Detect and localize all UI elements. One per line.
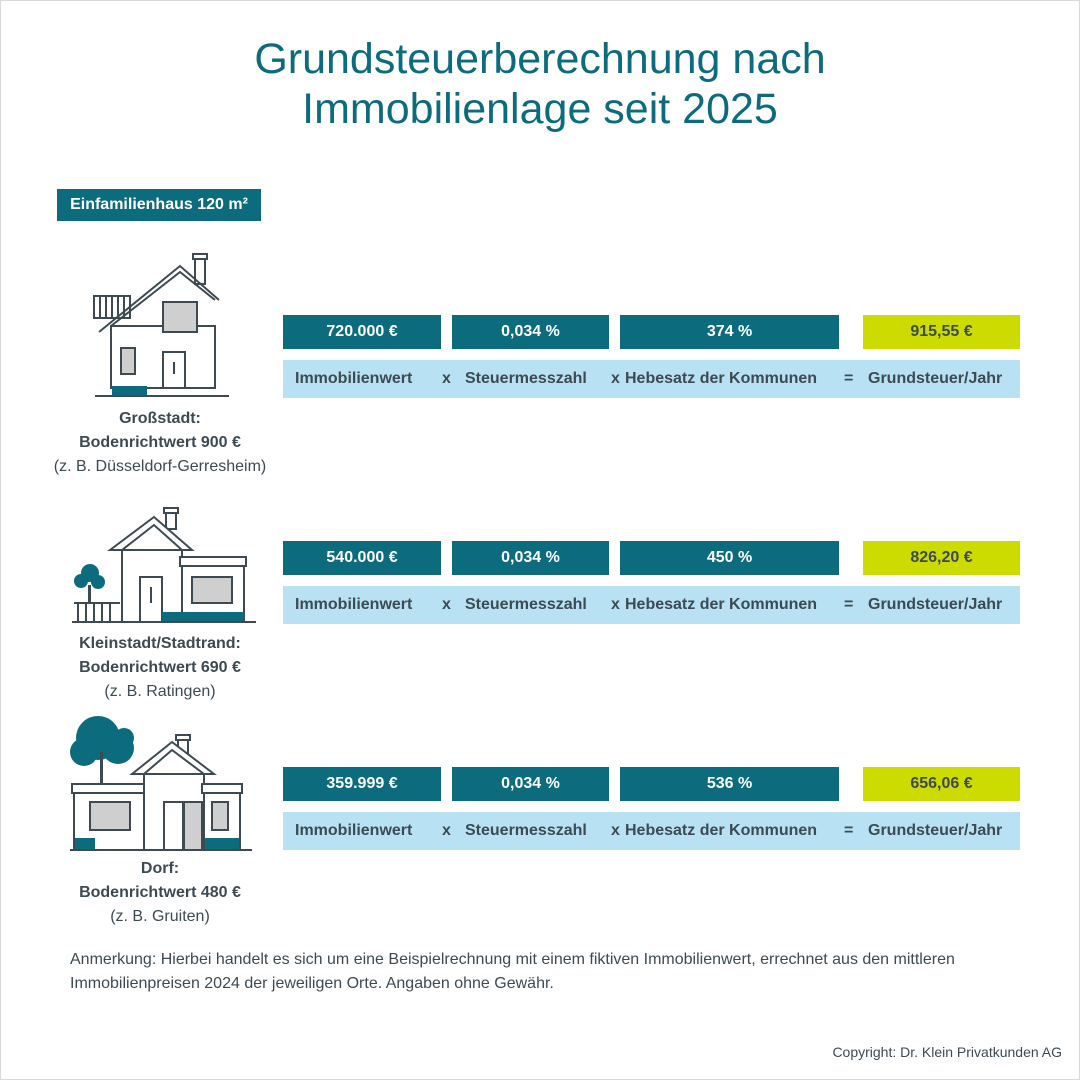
label-operator-equals: =	[844, 822, 854, 839]
label-operator-equals: =	[844, 596, 854, 613]
location-label-village	[20, 857, 300, 929]
label-operator-x: x	[442, 822, 451, 839]
city-house-icon	[85, 250, 235, 400]
label-operator-x: x	[611, 370, 620, 387]
suburb-house-icon	[70, 505, 260, 630]
label-tax-rate: Steuermesszahl	[465, 370, 587, 387]
label-property-value: Immobilienwert	[295, 822, 413, 839]
footnote: Anmerkung: Hierbei handelt es sich um eine Beispielrechnung mit einem fiktiven Immobilienwert, errechnet aus den mittleren Immobilienpreisen 2024 der jeweiligen Orte. Angaben ohne Gewähr.	[70, 951, 955, 992]
label-operator-x: x	[442, 370, 451, 387]
location-title: Kleinstadt/Stadtrand:	[79, 635, 241, 652]
label-operator-x: x	[442, 596, 451, 613]
location-title: Großstadt:	[119, 410, 201, 427]
label-result: Grundsteuer/Jahr	[868, 822, 1003, 839]
location-value: Bodenrichtwert 900 €	[79, 434, 241, 451]
location-value: Bodenrichtwert 690 €	[79, 659, 241, 676]
location-label-suburb	[20, 632, 300, 704]
label-levy: Hebesatz der Kommunen	[625, 596, 818, 613]
title-line-1: Grundsteuerberechnung nach	[254, 35, 826, 83]
location-label-city	[20, 407, 300, 479]
formula-labels	[283, 586, 1020, 624]
label-levy: Hebesatz der Kommunen	[625, 822, 818, 839]
calc-row-city	[283, 315, 1020, 399]
property-value-box: 720.000 €	[283, 315, 441, 349]
tax-rate-box: 0,034 %	[452, 541, 609, 575]
formula-labels	[283, 360, 1020, 398]
levy-rate-box: 450 %	[620, 541, 839, 575]
copyright: Copyright: Dr. Klein Privatkunden AG	[832, 1044, 1062, 1060]
property-value-box: 540.000 €	[283, 541, 441, 575]
tax-result-box: 915,55 €	[863, 315, 1020, 349]
location-example: (z. B. Gruiten)	[110, 908, 210, 925]
label-result: Grundsteuer/Jahr	[868, 596, 1003, 613]
label-operator-equals: =	[844, 370, 854, 387]
calc-row-village	[283, 767, 1020, 851]
label-property-value: Immobilienwert	[295, 596, 413, 613]
tax-result-box: 826,20 €	[863, 541, 1020, 575]
calc-row-suburb	[283, 541, 1020, 625]
property-value-box: 359.999 €	[283, 767, 441, 801]
location-example: (z. B. Düsseldorf-Gerresheim)	[53, 458, 267, 475]
location-example: (z. B. Ratingen)	[104, 683, 216, 700]
tax-result-box: 656,06 €	[863, 767, 1020, 801]
location-value: Bodenrichtwert 480 €	[79, 884, 241, 901]
label-operator-x: x	[611, 596, 620, 613]
label-operator-x: x	[611, 822, 620, 839]
label-levy: Hebesatz der Kommunen	[625, 370, 818, 387]
location-title: Dorf:	[140, 860, 180, 877]
village-house-icon	[68, 712, 258, 852]
title-line-2: Immobilienlage seit 2025	[302, 85, 778, 133]
tax-rate-box: 0,034 %	[452, 767, 609, 801]
house-type-badge: Einfamilienhaus 120 m²	[57, 189, 261, 221]
levy-rate-box: 374 %	[620, 315, 839, 349]
label-property-value: Immobilienwert	[295, 370, 413, 387]
label-tax-rate: Steuermesszahl	[465, 596, 587, 613]
tax-rate-box: 0,034 %	[452, 315, 609, 349]
page-title	[0, 34, 1080, 134]
label-result: Grundsteuer/Jahr	[868, 370, 1003, 387]
levy-rate-box: 536 %	[620, 767, 839, 801]
formula-labels	[283, 812, 1020, 850]
label-tax-rate: Steuermesszahl	[465, 822, 587, 839]
